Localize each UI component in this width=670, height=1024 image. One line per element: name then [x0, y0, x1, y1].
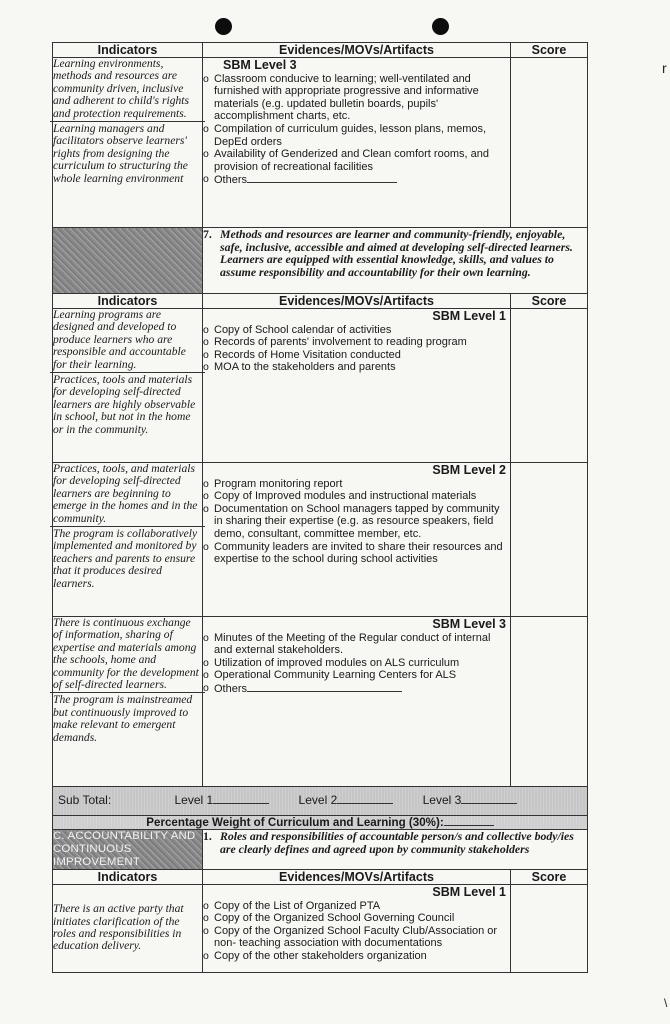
shaded-cell — [53, 228, 203, 294]
evidence-item: o Records of parents' involvement to reading program — [203, 336, 510, 349]
indicator-text: Practices, tools, and materials for developing self-directed learners are beginning to emerge in the homes and in the community. — [53, 462, 198, 525]
level2-row — [53, 463, 588, 617]
sbm-assessment-table — [52, 42, 588, 973]
evidence-cell — [203, 309, 511, 463]
standard-number: 1. — [203, 829, 212, 843]
header-row — [53, 294, 588, 309]
binder-hole-right — [432, 18, 449, 35]
indicator-text: Learning managers and facilitators observe learners' rights from designing the curriculum to structuring the whole learning environment — [50, 121, 205, 186]
others-label: Others — [214, 682, 248, 695]
sbm-level-label: SBM Level 3 — [223, 58, 297, 72]
evidence-item: o Operational Community Learning Centers for ALS — [203, 669, 510, 682]
evidence-item: o Copy of the Organized School Governing Council — [203, 912, 510, 925]
binder-hole-left — [215, 18, 232, 35]
evidence-cell — [203, 58, 511, 228]
indicator-text: There is continuous exchange of information, sharing of expertise and materials among the schools, home and community for the development of self-directed learners. — [53, 616, 199, 692]
evidence-item: o Classroom conducive to learning; well-ventilated and furnished with appropriate progressive and informative materials (e.g. updated bulletin boards, pupils' accomplishment charts, etc. — [203, 73, 510, 123]
evidence-item: o Records of Home Visitation conducted — [203, 349, 510, 362]
evidence-item: o Compilation of curriculum guides, lesson plans, memos, DepEd orders — [203, 123, 510, 148]
sbm-level-label: SBM Level 1 — [432, 885, 506, 899]
subtotal-level2: Level 2 — [299, 793, 394, 807]
indicator-text: Learning programs are designed and developed to produce learners who are responsible and accountable for their learning. — [53, 308, 186, 371]
evidence-item-others — [203, 173, 510, 187]
subtotal-cell — [53, 787, 588, 816]
block1-row — [53, 58, 588, 228]
subtotal-level3-line[interactable] — [461, 794, 517, 804]
evidence-cell — [203, 463, 511, 617]
subtotal-level2-line[interactable] — [337, 794, 393, 804]
header-row — [53, 870, 588, 885]
header-row — [53, 43, 588, 58]
evidence-item: o Copy of the List of Organized PTA — [203, 900, 510, 913]
percentage-cell — [53, 816, 588, 830]
score-cell[interactable] — [511, 885, 588, 973]
indicator-cell — [53, 885, 203, 973]
score-cell[interactable] — [511, 463, 588, 617]
evidence-item: o Availability of Genderized and Clean comfort rooms, and provision of recreational facilities — [203, 148, 510, 173]
percentage-row — [53, 816, 588, 830]
standard-statement — [203, 830, 588, 870]
evidence-item: o Copy of Improved modules and instructional materials — [203, 490, 510, 503]
evidence-item-others — [203, 682, 510, 696]
evidence-cell — [203, 885, 511, 973]
subtotal-level3: Level 3 — [423, 793, 518, 807]
evidence-item: o Copy of the other stakeholders organization — [203, 950, 510, 963]
header-evidences: Evidences/MOVs/Artifacts — [203, 870, 511, 885]
score-cell[interactable] — [511, 309, 588, 463]
percentage-label: Percentage Weight of Curriculum and Learning (30%): — [146, 816, 444, 829]
standard-number: 7. — [203, 227, 212, 241]
header-score: Score — [511, 870, 588, 885]
sbm-level-label: SBM Level 1 — [432, 309, 506, 323]
indicator-cell — [53, 617, 203, 787]
section-c-row — [53, 830, 588, 870]
subtotal-row — [53, 787, 588, 816]
indicator-cell — [53, 58, 203, 228]
margin-mark-bottom: \ — [664, 996, 668, 1010]
subtotal-level1: Level 1 — [175, 793, 270, 807]
evidence-cell — [203, 617, 511, 787]
indicator-cell — [53, 309, 203, 463]
evidence-item: o MOA to the stakeholders and parents — [203, 361, 510, 374]
evidence-item: o Copy of the Organized School Faculty Club/Association or non- teaching association with documentations — [203, 925, 510, 950]
header-indicators: Indicators — [53, 870, 203, 885]
sbm-level-label: SBM Level 2 — [432, 463, 506, 477]
score-cell[interactable] — [511, 617, 588, 787]
indicator-text: The program is mainstreamed but continuously improved to make relevant to emergent demands. — [50, 692, 205, 745]
score-cell[interactable] — [511, 58, 588, 228]
block3-row — [53, 885, 588, 973]
sbm-level-label: SBM Level 3 — [432, 617, 506, 631]
header-score: Score — [511, 43, 588, 58]
header-score: Score — [511, 294, 588, 309]
level1-row — [53, 309, 588, 463]
evidence-item: o Documentation on School managers tapped by community in sharing their expertise (e.g. as resource speakers, field demo, consultant, committee member, etc. — [203, 503, 510, 541]
evidence-item: o Community leaders are invited to share their resources and expertise to the school during school activities — [203, 541, 510, 566]
margin-mark-top: r — [662, 60, 667, 76]
indicator-text: The program is collaboratively implemented and monitored by teachers and parents to ensure that it produces desired learners. — [50, 526, 205, 591]
header-indicators: Indicators — [53, 294, 203, 309]
indicator-text: There is an active party that initiates clarification of the roles and responsibilities in education delivery. — [53, 902, 184, 953]
others-fill-line[interactable] — [247, 682, 402, 692]
percentage-fill-line[interactable] — [444, 816, 494, 826]
standard-text: Methods and resources are learner and community-friendly, enjoyable, safe, inclusive, accessible and aimed at developing self-directed learners. Learners are equipped with essential knowledge, skills, and values to assume responsibility and accountability for their own learning. — [220, 227, 573, 279]
indicator-text: Learning environments, methods and resources are community driven, inclusive and adherent to child's rights and protection requirements. — [53, 57, 190, 120]
section-title: C. ACCOUNTABILITY AND CONTINUOUS IMPROVEMENT — [53, 830, 203, 870]
header-indicators: Indicators — [53, 43, 203, 58]
level3-row — [53, 617, 588, 787]
evidence-item: o Utilization of improved modules on ALS curriculum — [203, 657, 510, 670]
standard-row — [53, 228, 588, 294]
evidence-item: o Program monitoring report — [203, 478, 510, 491]
others-label: Others — [214, 174, 248, 187]
header-evidences: Evidences/MOVs/Artifacts — [203, 294, 511, 309]
others-fill-line[interactable] — [247, 173, 397, 183]
standard-statement — [203, 228, 588, 294]
standard-text: Roles and responsibilities of accountable person/s and collective body/ies are clearly defines and agreed upon by community stakeholders — [220, 829, 574, 856]
indicator-cell — [53, 463, 203, 617]
indicator-text: Practices, tools and materials for developing self-directed learners are highly observable in school, but not in the home or in the community. — [50, 372, 205, 437]
header-evidences: Evidences/MOVs/Artifacts — [203, 43, 511, 58]
subtotal-level1-line[interactable] — [213, 794, 269, 804]
subtotal-label: Sub Total: — [58, 793, 112, 807]
evidence-item: o Minutes of the Meeting of the Regular conduct of internal and external stakeholders. — [203, 632, 510, 657]
evidence-item: o Copy of School calendar of activities — [203, 324, 510, 337]
